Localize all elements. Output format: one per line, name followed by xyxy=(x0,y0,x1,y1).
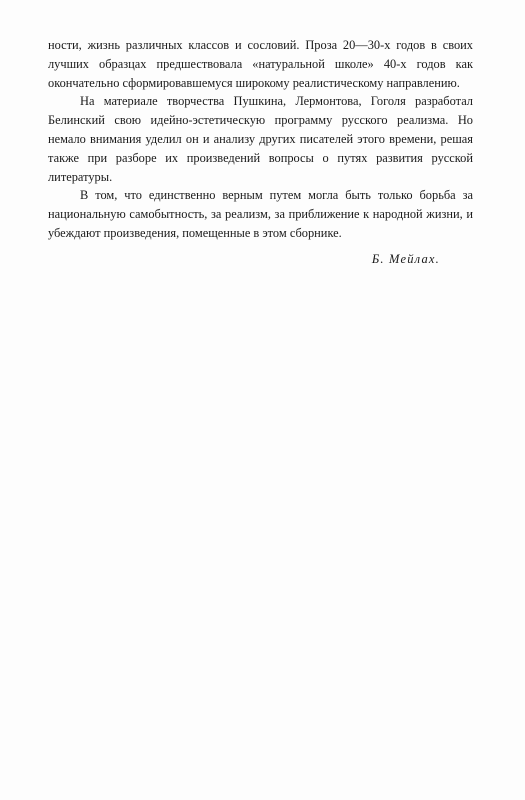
paragraph-belinsky-program: На материале творчества Пушкина, Лермонтова, Гоголя разработал Белинский свою идейно-эстетическую программу русского реализма. Но немало внимания уделил он и анализу других писателей этого времени, решая также при разборе их произведений вопросы о путях развития русской литературы. xyxy=(48,94,473,184)
paragraph-conclusion: В том, что единственно верным путем могла быть только борьба за национальную самобытность, за реализм, за приближение к народной жизни, и убеждают произведения, помещенные в этом сборнике. xyxy=(48,188,473,240)
author-signature: Б. Мейлах. xyxy=(371,252,440,266)
paragraph-continuation: ности, жизнь различных классов и сословий. Проза 20—30-х годов в своих лучших образцах предшествовала «натуральной школе» 40-х годов как окончательно сформировавшемуся широкому реалистическому направлению. xyxy=(48,38,473,90)
body-text xyxy=(48,36,473,243)
